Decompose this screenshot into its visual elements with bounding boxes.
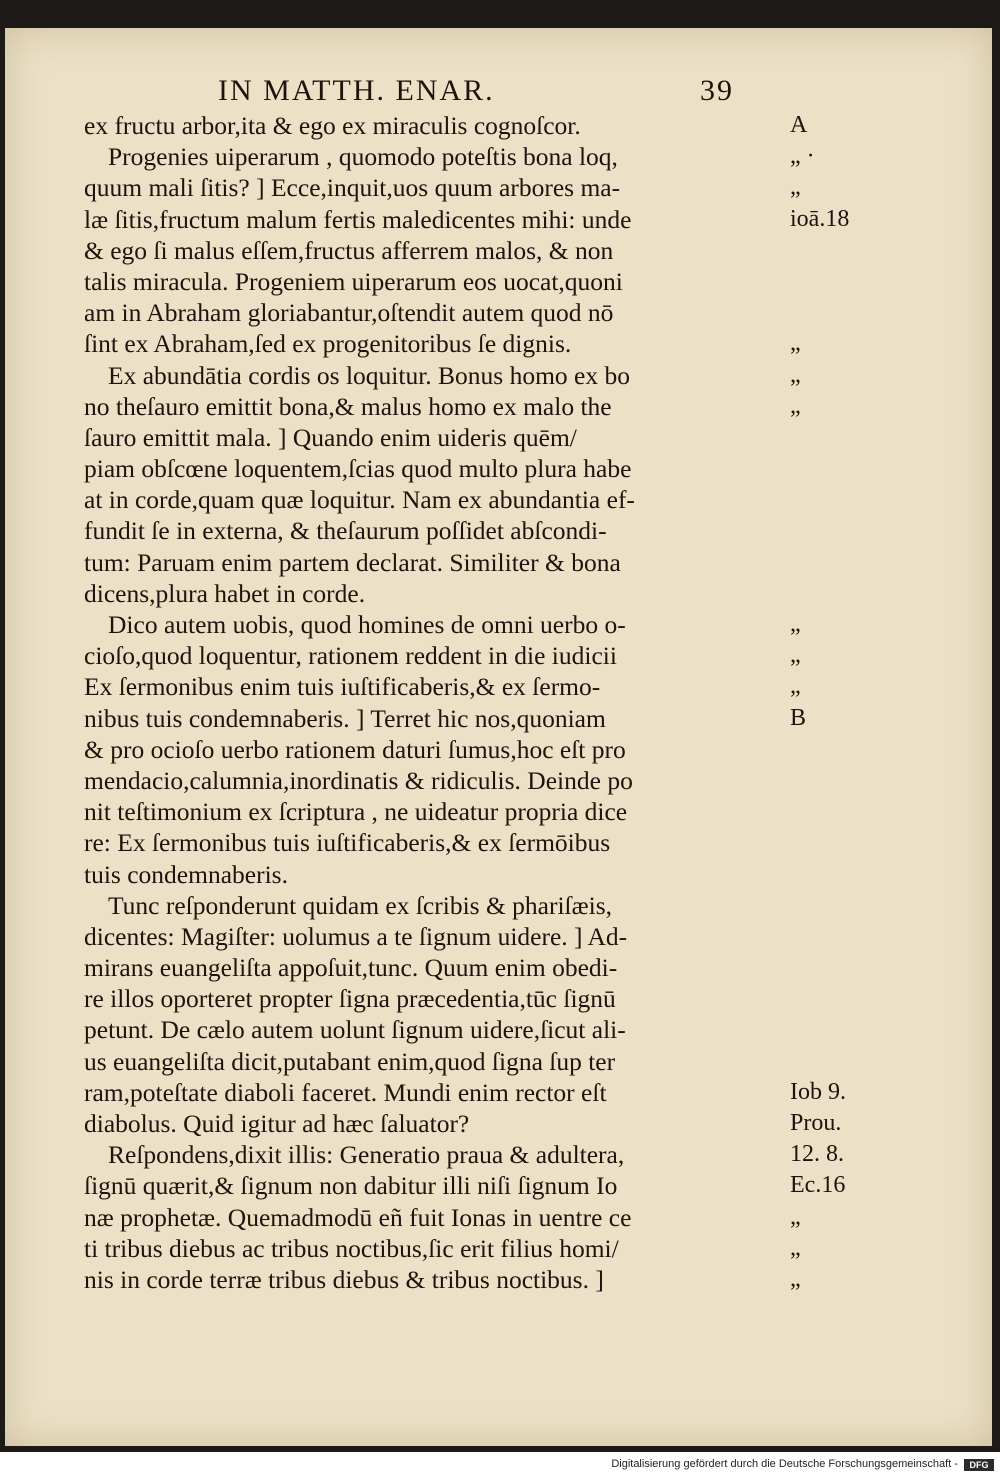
- digitization-footer: [0, 1456, 1000, 1474]
- text-line: Dico autem uobis, quod homines de omni uerbo o-: [108, 610, 626, 639]
- margin-note: [790, 796, 900, 827]
- margin-note: [790, 266, 900, 297]
- margin-note: „: [790, 642, 801, 669]
- margin-note: „: [790, 392, 801, 419]
- margin-note: [790, 1014, 900, 1045]
- text-line: ſauro emittit mala. ] Quando enim uideris quēm/: [84, 422, 577, 452]
- margin-note: A: [790, 112, 808, 138]
- text-line: mirans euangeliſta appoſuit,tunc. Quum enim obedi-: [84, 953, 618, 983]
- text-line: us euangeliſta dicit,putabant enim,quod ſigna ſup ter: [84, 1046, 616, 1076]
- margin-note: [790, 453, 900, 484]
- text-line: ſignū quærit,& ſignum non dabitur illi niſi ſignum Io: [84, 1171, 618, 1201]
- text-line: talis miracula. Progeniem uiperarum eos uocat,quoni: [84, 266, 623, 296]
- margin-note: „: [790, 611, 801, 637]
- margin-note: [790, 827, 900, 858]
- text-line: re: Ex ſermonibus tuis iuſtificaberis,& ex ſermōibus: [84, 828, 611, 858]
- main-text-block: [84, 110, 784, 1295]
- margin-note: [790, 1046, 900, 1077]
- text-line: no theſauro emittit bona,& malus homo ex malo the: [84, 391, 612, 421]
- text-line: at in corde,quam quæ loquitur. Nam ex abundantia ef-: [84, 485, 635, 515]
- margin-note: „: [790, 174, 801, 201]
- margin-note: „: [790, 673, 801, 700]
- text-line: Ex abundātia cordis os loquitur. Bonus homo ex bo: [108, 360, 630, 390]
- margin-note: [790, 734, 900, 765]
- text-line: dicens,plura habet in corde.: [84, 578, 366, 608]
- text-line: læ ſitis,fructum malum fertis maledicentes mihi: unde: [84, 204, 632, 234]
- text-line: cioſo,quod loquentur, rationem reddent in die iudicii: [84, 641, 617, 671]
- margin-note: [790, 235, 900, 266]
- text-line: fundit ſe in externa, & theſaurum poſſidet abſcondi-: [84, 516, 607, 546]
- text-line: tuis condemnaberis.: [84, 859, 288, 889]
- margin-note: „: [790, 1265, 801, 1292]
- text-line: petunt. De cælo autem uolunt ſignum uidere,ſicut ali-: [84, 1015, 626, 1045]
- margin-note: Iob 9.: [790, 1078, 846, 1105]
- text-line: piam obſcœne loquentem,ſcias quod multo plura habe: [84, 454, 632, 484]
- margin-note: [790, 983, 900, 1014]
- footer-credit: Digitalisierung gefördert durch die Deutsche Forschungsgemeinschaft -: [611, 1458, 958, 1470]
- text-line: nibus tuis condemnaberis. ] Terret hic nos,quoniam: [84, 703, 606, 733]
- margin-note: [790, 765, 900, 796]
- text-line: am in Abraham gloriabantur,oſtendit autem quod nō: [84, 298, 614, 328]
- text-line: re illos oporteret propter ſigna præcedentia,tūc ſignū: [84, 984, 616, 1014]
- text-line: tum: Paruam enim partem declarat. Similiter & bona: [84, 547, 621, 577]
- text-line: quum mali ſitis? ] Ecce,inquit,uos quum arbores ma-: [84, 173, 621, 203]
- text-line: ram,poteſtate diaboli faceret. Mundi enim rector eſt: [84, 1077, 607, 1107]
- margin-note: „: [790, 1234, 801, 1261]
- text-line: diabolus. Quid igitur ad hæc ſaluator?: [84, 1109, 470, 1138]
- running-title: IN MATTH. ENAR.: [218, 74, 495, 107]
- margin-note: 12. 8.: [790, 1141, 844, 1168]
- margin-note: [790, 921, 900, 952]
- text-line: Progenies uiperarum , quomodo poteſtis bona loq,: [108, 142, 618, 172]
- text-line: Reſpondens,dixit illis: Generatio praua & adultera,: [108, 1140, 625, 1170]
- text-line: & ego ſi malus eſſem,fructus afferrem malos, & non: [84, 235, 614, 265]
- margin-note: „ ·: [790, 143, 815, 170]
- margin-note: „: [790, 1203, 801, 1230]
- text-line: Ex ſermonibus enim tuis iuſtificaberis,& ex ſermo-: [84, 672, 601, 702]
- text-line: nit teſtimonium ex ſcriptura , ne uideatur propria dice: [84, 797, 628, 827]
- margin-note: [790, 422, 900, 453]
- text-line: ſint ex Abraham,ſed ex progenitoribus ſe dignis.: [84, 329, 572, 359]
- margin-note: [790, 578, 900, 609]
- text-line: næ prophetæ. Quemadmodū eñ fuit Ionas in uentre ce: [84, 1202, 632, 1232]
- margin-note: [790, 515, 900, 546]
- page-number: 39: [700, 74, 734, 107]
- text-line: dicentes: Magiſter: uolumus a te ſignum uidere. ] Ad-: [84, 921, 628, 951]
- text-line: nis in corde terræ tribus diebus & tribus noctibus. ]: [84, 1264, 604, 1294]
- margin-note: ioā.18: [790, 205, 850, 232]
- margin-note: [790, 952, 900, 983]
- text-line: & pro ocioſo uerbo rationem daturi ſumus,hoc eſt pro: [84, 734, 626, 764]
- margin-note: [790, 859, 900, 890]
- text-line: ti tribus diebus ac tribus noctibus,ſic erit filius homi/: [84, 1233, 619, 1263]
- text-line: mendacio,calumnia,inordinatis & ridiculis. Deinde po: [84, 765, 633, 795]
- margin-note: [790, 547, 900, 578]
- dfg-logo: DFG: [964, 1459, 994, 1471]
- margin-note: Prou.: [790, 1110, 842, 1136]
- margin-note: [790, 484, 900, 515]
- text-line: ex fructu arbor,ita & ego ex miraculis cognoſcor.: [84, 111, 581, 140]
- margin-notes-column: [790, 110, 900, 1295]
- margin-note: „: [790, 330, 801, 357]
- margin-note: „: [790, 361, 801, 388]
- margin-note: Ec.16: [790, 1172, 846, 1199]
- margin-note: B: [790, 704, 807, 731]
- text-line: Tunc reſponderunt quidam ex ſcribis & phariſæis,: [108, 890, 613, 920]
- margin-note: [790, 297, 900, 328]
- margin-note: [790, 890, 900, 921]
